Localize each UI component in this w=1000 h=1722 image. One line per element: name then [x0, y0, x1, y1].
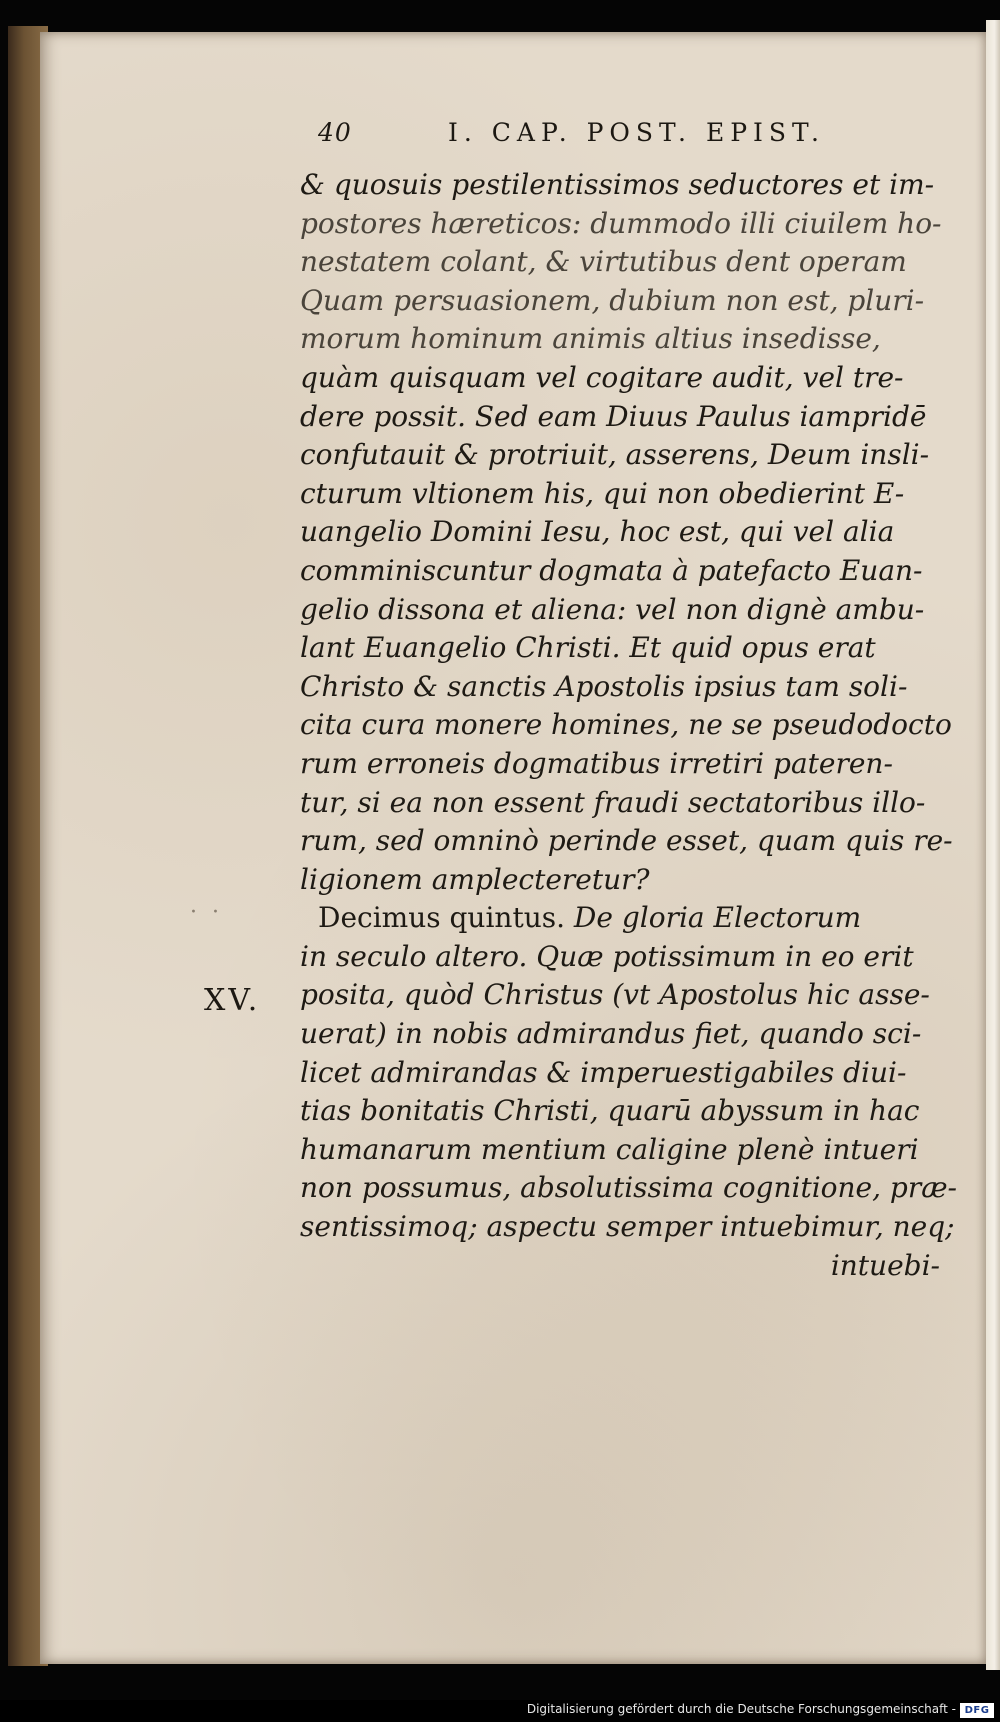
- text-line: in seculo altero. Quæ potissimum in eo erit: [300, 939, 914, 973]
- text-line: quàm quisquam vel cogitare audit, vel tre-: [300, 360, 904, 394]
- body-text: [300, 166, 958, 1285]
- text-line: morum hominum animis altius insedisse,: [300, 322, 881, 356]
- section-lead: Decimus quintus.: [318, 901, 566, 935]
- text-line: sentissimoq; aspectu semper intuebimur, neq;: [300, 1210, 955, 1244]
- text-line: Christo & sanctis Apostolis ipsius tam soli-: [300, 669, 908, 703]
- running-title: I. CAP. POST. EPIST.: [448, 118, 825, 147]
- section-number-margin: XV.: [204, 983, 261, 1018]
- text-line: confutauit & protriuit, asserens, Deum insli-: [300, 438, 930, 472]
- text-line: rum, sed omninò perinde esset, quam quis re-: [300, 824, 953, 858]
- digitization-credit: Digitalisierung gefördert durch die Deutsche Forschungsgemeinschaft -: [526, 1702, 956, 1716]
- catchword: intuebi-: [830, 1248, 940, 1282]
- marginal-mark: · ·: [190, 900, 223, 925]
- text-line: dere possit. Sed eam Diuus Paulus iampridē: [300, 399, 927, 433]
- text-line: comminiscuntur dogmata à patefacto Euan-: [300, 553, 923, 587]
- text-line: tur, si ea non essent fraudi sectatoribus illo-: [300, 785, 926, 819]
- text-line: uangelio Domini Iesu, hoc est, qui vel alia: [300, 515, 895, 549]
- text-line: cturum vltionem his, qui non obedierint E-: [300, 476, 905, 510]
- text-line: uerat) in nobis admirandus fiet, quando sci-: [300, 1017, 922, 1051]
- page-number: 40: [318, 118, 352, 147]
- text-line: licet admirandas & imperuestigabiles diui-: [300, 1055, 907, 1089]
- text-line: gelio dissona et aliena: vel non dignè ambu-: [300, 592, 925, 626]
- section-first-line: [300, 899, 940, 938]
- text-line: nestatem colant, & virtutibus dent operam: [300, 245, 907, 279]
- text-line: non possumus, absolutissima cognitione, præ-: [300, 1171, 958, 1205]
- dfg-logo: DFG: [960, 1703, 994, 1718]
- text-line: postores hæreticos: dummodo illi ciuilem ho-: [300, 206, 942, 240]
- text-line: lant Euangelio Christi. Et quid opus erat: [300, 631, 876, 665]
- text-line: & quosuis pestilentissimos seductores et im-: [300, 168, 935, 201]
- text-line: humanarum mentium caligine plenè intueri: [300, 1132, 919, 1166]
- text-line: ligionem amplecteretur?: [300, 862, 650, 896]
- page-fore-edge: [986, 20, 1000, 1670]
- text-line: rum erroneis dogmatibus irretiri pateren-: [300, 746, 893, 780]
- section-heading: De gloria Electorum: [573, 901, 862, 935]
- text-line: tias bonitatis Christi, quarū abyssum in hac: [300, 1094, 920, 1128]
- text-line: cita cura monere homines, ne se pseudodocto: [300, 708, 952, 742]
- text-line: posita, quòd Christus (vt Apostolus hic asse-: [300, 978, 930, 1012]
- text-line: Quam persuasionem, dubium non est, pluri-: [300, 283, 925, 317]
